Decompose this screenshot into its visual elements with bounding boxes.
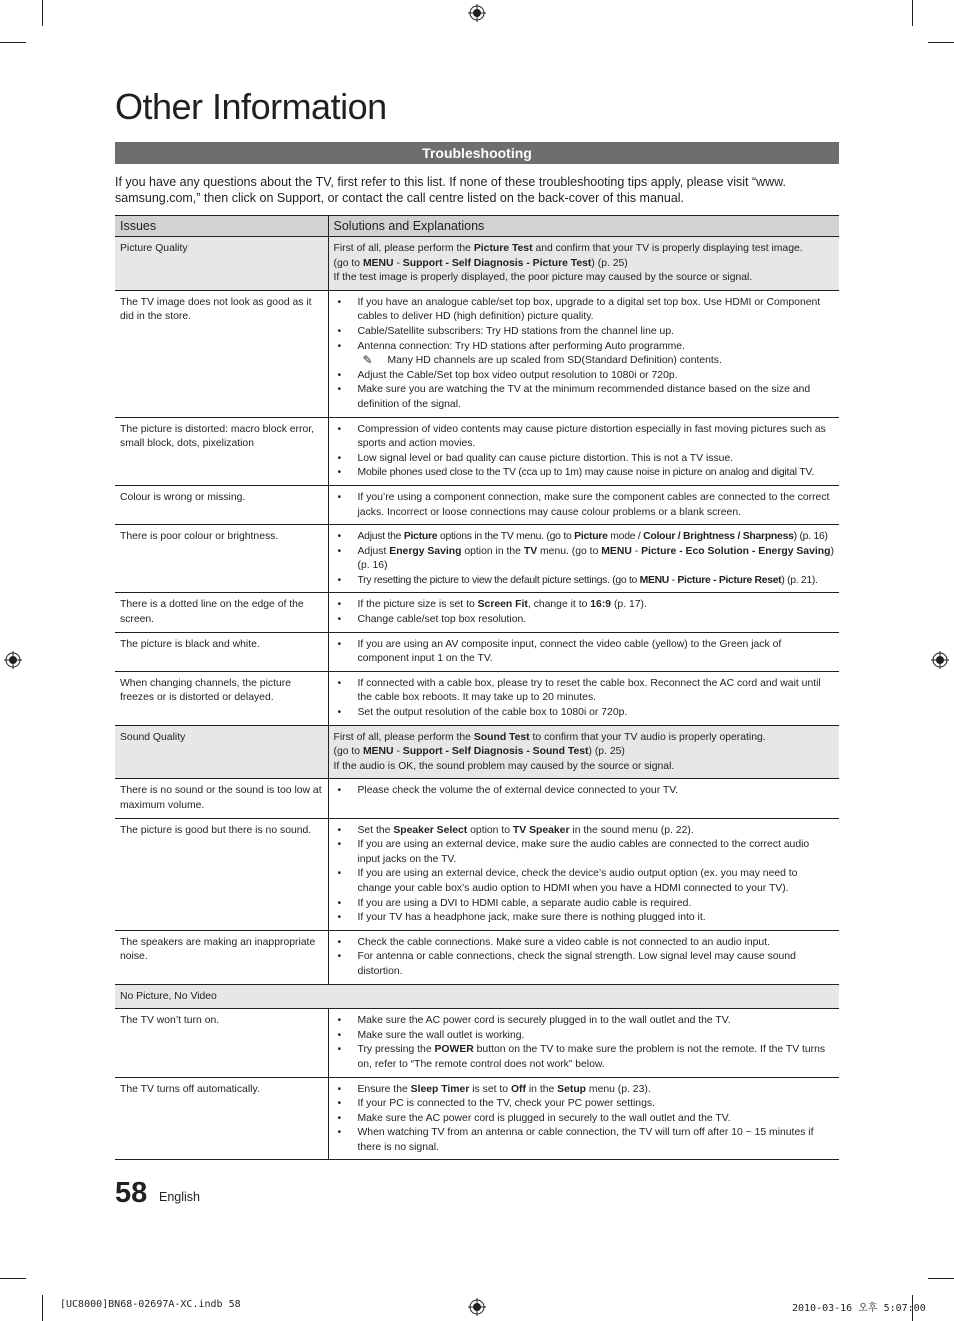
solution-cell: [328, 525, 839, 593]
list-item: • Make sure the wall outlet is working.: [334, 1029, 835, 1044]
issue-cell: When changing channels, the picture freezes or is distorted or delayed.: [115, 671, 328, 725]
list-item: • If you have an analogue cable/set top box, upgrade to a digital set top box. Use HDMI or Component cables to deliver HD (high definition) picture quality.: [334, 296, 835, 325]
table-row: [115, 1009, 839, 1077]
text: , change it to: [527, 599, 591, 611]
list-item: • Make sure you are watching the TV at the minimum recommended distance based on the size and definition of the signal.: [334, 383, 835, 412]
text: Adjust: [357, 545, 390, 557]
menu-term: Picture: [403, 531, 438, 543]
text: If the audio is OK, the sound problem may caused by the source or signal.: [333, 760, 675, 772]
list-item: [334, 1083, 835, 1098]
list-item: • For antenna or cable connections, check the signal strength. Low signal level may cause sound distortion.: [334, 950, 835, 979]
text: menu (p. 23).: [586, 1083, 651, 1095]
print-slug-file: [UC8000]BN68-02697A-XC.indb 58: [60, 1299, 241, 1310]
registration-mark-icon: [468, 1298, 486, 1316]
table-row: [115, 237, 839, 291]
page-number: 58: [115, 1177, 148, 1209]
issue-cell: The picture is black and white.: [115, 632, 328, 671]
issue-cell: Sound Quality: [115, 725, 328, 779]
list-item: • If you are using an external device, make sure the audio cables are connected to the correct audio input jacks on the TV.: [334, 838, 835, 867]
list-item: • Please check the volume the of external device connected to your TV.: [334, 784, 835, 799]
text: Try resetting the picture to view the default picture settings. (go to: [357, 574, 640, 586]
pencil-note-icon: ✎: [362, 353, 373, 368]
text: is set to: [469, 1083, 511, 1095]
category-heading: No Picture, No Video: [115, 984, 839, 1009]
list-item: • When watching TV from an antenna or cable connection, the TV will turn off after 10 ~ 15 minutes if there is no signal.: [334, 1126, 835, 1155]
table-header-row: [115, 216, 839, 237]
menu-term: Support - Self Diagnosis - Picture Test: [402, 257, 592, 269]
text: If the picture size is set to: [357, 599, 478, 611]
list-item: • If you’re using a component connection, make sure the component cables are connected to the correct jacks. Incorrect or loose connections may cause colour problems or a blank screen.: [334, 491, 835, 520]
footer-language: English: [159, 1190, 200, 1204]
text: First of all, please perform the: [333, 731, 474, 743]
menu-term: MENU: [362, 257, 394, 269]
menu-term: Setup: [557, 1083, 587, 1095]
menu-term: Picture - Picture Reset: [677, 574, 782, 586]
list-item: • Compression of video contents may cause picture distortion especially in fast moving pictures such as sports and action movies.: [334, 423, 835, 452]
table-row: [115, 632, 839, 671]
list-item: [334, 824, 835, 839]
text: First of all, please perform the: [333, 243, 474, 254]
menu-term: Screen Fit: [477, 599, 528, 611]
solution-cell: [328, 485, 839, 524]
menu-term: 16:9: [590, 599, 612, 611]
crop-mark: [0, 1278, 26, 1279]
crop-mark: [0, 42, 26, 43]
text: ) (p. 25): [588, 746, 625, 758]
text: option in the: [461, 545, 524, 557]
menu-term: POWER: [434, 1044, 474, 1056]
text: option to: [467, 824, 513, 836]
crop-mark: [42, 0, 43, 26]
text: (p. 17).: [611, 599, 647, 611]
crop-mark: [928, 42, 954, 43]
menu-term: Support - Self Diagnosis - Sound Test: [402, 746, 589, 758]
issue-cell: The TV won’t turn on.: [115, 1009, 328, 1077]
menu-term: Picture - Eco Solution - Energy Saving: [641, 545, 831, 557]
text: ) (p. 21).: [781, 574, 818, 586]
table-row: [115, 725, 839, 779]
text: (go to: [333, 257, 363, 269]
menu-term: Off: [510, 1083, 526, 1095]
text: Set the: [357, 824, 394, 836]
list-item: • Make sure the AC power cord is securely plugged in to the wall outlet and the TV.: [334, 1014, 835, 1029]
solution-cell: [328, 818, 839, 930]
list-item: • If your PC is connected to the TV, check your PC power settings.: [334, 1097, 835, 1112]
issue-cell: The speakers are making an inappropriate noise.: [115, 930, 328, 984]
text: button on the TV to make sure the problem is not the remote. If the TV turns on, refer to “The remote control does not work” below.: [357, 1044, 826, 1070]
menu-term: Picture: [574, 531, 608, 543]
issue-cell: There is a dotted line on the edge of the screen.: [115, 593, 328, 632]
table-row: [115, 485, 839, 524]
text: ) (p. 16): [357, 545, 834, 572]
table-row: [115, 593, 839, 632]
solution-cell: [328, 593, 839, 632]
list-item: • If connected with a cable box, please try to reset the cable box. Reconnect the AC cord and wait until the cable box reboots. It may take up to 20 minutes.: [334, 677, 835, 706]
text: Ensure the: [357, 1083, 411, 1095]
issue-cell: The TV turns off automatically.: [115, 1077, 328, 1160]
section-heading: Troubleshooting: [115, 142, 839, 164]
issue-cell: There is poor colour or brightness.: [115, 525, 328, 593]
list-item: • If you are using a DVI to HDMI cable, a separate audio cable is required.: [334, 897, 835, 912]
text: -: [669, 574, 678, 586]
solution-cell: [328, 632, 839, 671]
issue-cell: Picture Quality: [115, 237, 328, 291]
solution-cell: [328, 237, 839, 291]
text: -: [393, 746, 403, 758]
list-item: • Low signal level or bad quality can cause picture distortion. This is not a TV issue.: [334, 452, 835, 467]
list-item: • Cable/Satellite subscribers: Try HD stations from the channel line up.: [334, 325, 835, 340]
text: menu. (go to: [537, 545, 602, 557]
crop-mark: [42, 1295, 43, 1321]
list-item: [334, 1043, 835, 1072]
solution-cell: [328, 1077, 839, 1160]
note: [334, 354, 835, 369]
solution-cell: [328, 417, 839, 485]
issue-cell: There is no sound or the sound is too low at maximum volume.: [115, 779, 328, 818]
table-row: [115, 417, 839, 485]
menu-term: TV Speaker: [512, 824, 570, 836]
list-item: [334, 598, 835, 613]
issue-cell: Colour is wrong or missing.: [115, 485, 328, 524]
menu-term: Energy Saving: [389, 545, 462, 557]
list-item: [334, 574, 835, 589]
menu-term: TV: [523, 545, 538, 557]
note-text: Many HD channels are up scaled from SD(Standard Definition) contents.: [387, 355, 722, 367]
crop-mark: [928, 1278, 954, 1279]
table-row: [115, 818, 839, 930]
issue-cell: The TV image does not look as good as it did in the store.: [115, 290, 328, 417]
page-title: Other Information: [115, 86, 387, 127]
list-item: • If your TV has a headphone jack, make sure there is nothing plugged into it.: [334, 911, 835, 926]
text: If the test image is properly displayed, the poor picture may caused by the source or signal.: [333, 272, 753, 284]
print-slug-date: 2010-03-16 오후 5:07:00: [792, 1303, 926, 1314]
text: Try pressing the: [357, 1044, 435, 1056]
column-header-solutions: Solutions and Explanations: [328, 216, 839, 237]
menu-term: Speaker Select: [393, 824, 468, 836]
table-row: [115, 779, 839, 818]
registration-mark-icon: [4, 651, 22, 669]
list-item: • Mobile phones used close to the TV (cca up to 1m) may cause noise in picture on analog and digital TV.: [334, 466, 835, 481]
text: options in the TV menu. (go to: [437, 531, 575, 543]
menu-term: Sound Test: [473, 731, 530, 743]
solution-cell: [328, 725, 839, 779]
solution-cell: [328, 1009, 839, 1077]
crop-mark: [912, 0, 913, 26]
list-item: • Adjust the Cable/Set top box video output resolution to 1080i or 720p.: [334, 369, 835, 384]
text: ) (p. 25): [591, 257, 628, 269]
list-item: • Change cable/set top box resolution.: [334, 613, 835, 628]
menu-term: Sleep Timer: [410, 1083, 470, 1095]
menu-term: MENU: [601, 545, 632, 557]
text: in the: [525, 1083, 558, 1095]
text: -: [393, 257, 403, 269]
text: -: [631, 545, 642, 557]
list-item: • Check the cable connections. Make sure a video cable is not connected to an audio input.: [334, 936, 835, 951]
table-row: [115, 984, 839, 1009]
list-item: • Make sure the AC power cord is plugged in securely to the wall outlet and the TV.: [334, 1112, 835, 1127]
registration-mark-icon: [468, 4, 486, 22]
list-item: • If you are using an AV composite input, connect the video cable (yellow) to the Green jack of component input 1 on the TV.: [334, 638, 835, 667]
text: Adjust the: [357, 531, 404, 543]
intro-text: If you have any questions about the TV, first refer to this list. If none of these troubleshooting tips apply, please visit “www. samsung.com,” then click on Support, or contact the call centre listed on the back-cover of this manual.: [115, 175, 786, 205]
text: ) (p. 16): [793, 531, 828, 543]
registration-mark-icon: [931, 651, 949, 669]
menu-term: Picture Test: [473, 243, 533, 254]
table-row: [115, 1077, 839, 1160]
table-row: [115, 930, 839, 984]
list-item: • Set the output resolution of the cable box to 1080i or 720p.: [334, 706, 835, 721]
column-header-issues: Issues: [115, 216, 328, 237]
list-item: [334, 530, 835, 545]
text: to confirm that your TV audio is properly operating.: [529, 731, 766, 743]
text: in the sound menu (p. 22).: [569, 824, 694, 836]
solution-cell: [328, 671, 839, 725]
text: (go to: [333, 746, 363, 758]
troubleshooting-table: [115, 215, 839, 1160]
list-item: [334, 545, 835, 574]
issue-cell: The picture is distorted: macro block error, small block, dots, pixelization: [115, 417, 328, 485]
issue-cell: The picture is good but there is no sound.: [115, 818, 328, 930]
solution-cell: [328, 930, 839, 984]
table-row: [115, 671, 839, 725]
list-item: • Antenna connection: Try HD stations after performing Auto programme.: [334, 340, 835, 355]
table-row: [115, 290, 839, 417]
menu-term: MENU: [362, 746, 394, 758]
solution-cell: [328, 779, 839, 818]
text: and confirm that your TV is properly displaying test image.: [532, 243, 803, 254]
text: mode /: [607, 531, 644, 543]
menu-term: Colour / Brightness / Sharpness: [643, 531, 794, 543]
solution-cell: [328, 290, 839, 417]
table-row: [115, 525, 839, 593]
list-item: • If you are using an external device, check the device’s audio output option (ex. you may need to change your cable box’s audio option to HDMI when you have a HDMI connected to your TV).: [334, 867, 835, 896]
menu-term: MENU: [639, 574, 670, 586]
